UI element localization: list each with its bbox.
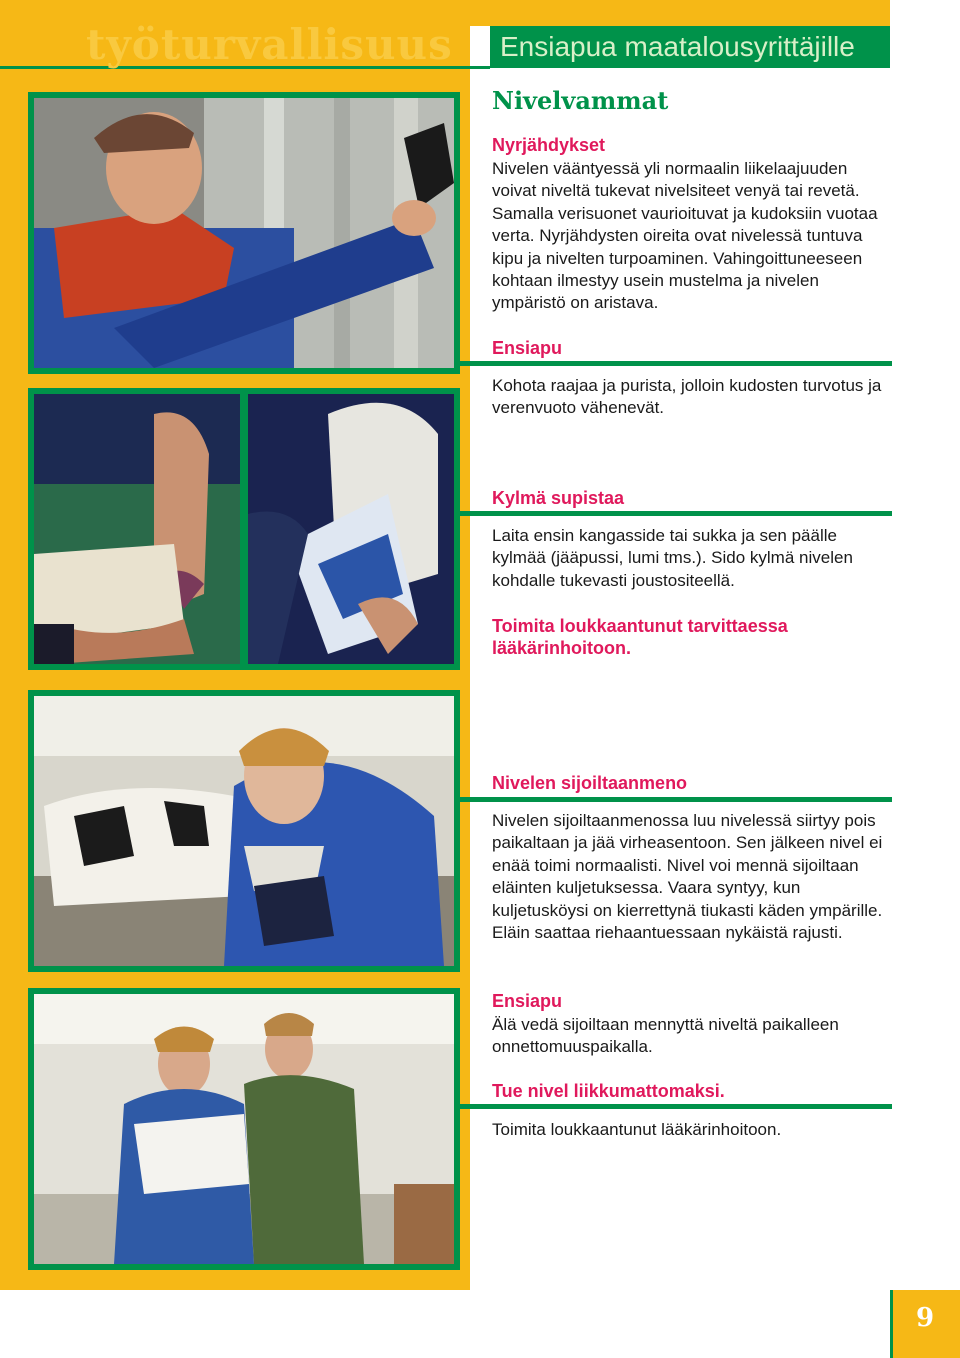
yellow-header-strip bbox=[470, 0, 890, 26]
section-text-ensiapu-1: Kohota raajaa ja purista, jolloin kudosten turvotus ja verenvuoto vähenevät. bbox=[492, 376, 882, 418]
header-title: Ensiapua maatalousyrittäjille bbox=[500, 31, 855, 62]
photo-ice-pack bbox=[242, 388, 460, 670]
page-number: 9 bbox=[915, 1303, 935, 1333]
section-text-kylma: Laita ensin kangasside tai sukka ja sen päälle kylmää (jääpussi, lumi tms.). Sido kylmä nivelen kohdalle tukevasti joustositeellä. bbox=[492, 526, 853, 590]
page-title: Nivelvammat bbox=[492, 86, 669, 115]
section-title-toimita: Toimita loukkaantunut tarvittaessa lääkärinhoitoon. bbox=[492, 616, 788, 658]
brand-wordmark: työturvallisuus bbox=[86, 20, 453, 69]
section-title-tue: Tue nivel liikkumattomaksi. bbox=[492, 1081, 725, 1101]
section-rule bbox=[460, 797, 892, 802]
section-title-sijoiltaanmeno: Nivelen sijoiltaanmeno bbox=[492, 773, 688, 793]
section-text-tue: Toimita loukkaantunut lääkärinhoitoon. bbox=[492, 1120, 782, 1139]
photo-arm-sling bbox=[28, 988, 460, 1270]
section-title-ensiapu-1: Ensiapu bbox=[492, 338, 563, 358]
section-rule bbox=[460, 1104, 892, 1109]
photo-raised-foot bbox=[28, 92, 460, 374]
section-title-kylma: Kylmä supistaa bbox=[492, 488, 625, 508]
section-text-sijoiltaanmeno: Nivelen sijoiltaanmenossa luu nivelessä siirtyy pois paikaltaan ja jää virheasentoon. Sen jälkeen nivel ei enää toimi normaalisti. Nivel voi mennä sijoiltaan eläinten kuljetuksessa. Vaara syntyy, kun kuljetusköysi on kierrettynä tiukasti käden ympärille. Eläin saattaa riehaantuessaan nykäistä rajusti. bbox=[492, 811, 883, 943]
section-text-ensiapu-2: Älä vedä sijoiltaan mennyttä niveltä paikalleen onnettomuuspaikalla. bbox=[492, 1015, 839, 1057]
photo-woman-with-cow bbox=[28, 690, 460, 972]
section-text-nyrjahdykset: Nivelen vääntyessä yli normaalin liikelaajuuden voivat niveltä tukevat nivelsiteet venyä tai revetä. Samalla verisuonet vaurioituvat ja kudoksiin vuotaa verta. Nyrjähdysten oireita ovat nivelessä tuntuva kipu ja nivelten turpoaminen. Vahingoittuneeseen kohtaan ilmestyy usein mustelma ja nivelen ympäristö on aristava. bbox=[492, 159, 878, 313]
section-rule bbox=[460, 511, 892, 516]
photo-ankle-bandage bbox=[28, 388, 246, 670]
section-title-ensiapu-2: Ensiapu bbox=[492, 991, 563, 1011]
section-rule bbox=[460, 361, 892, 366]
section-title-nyrjahdykset: Nyrjähdykset bbox=[492, 135, 606, 155]
